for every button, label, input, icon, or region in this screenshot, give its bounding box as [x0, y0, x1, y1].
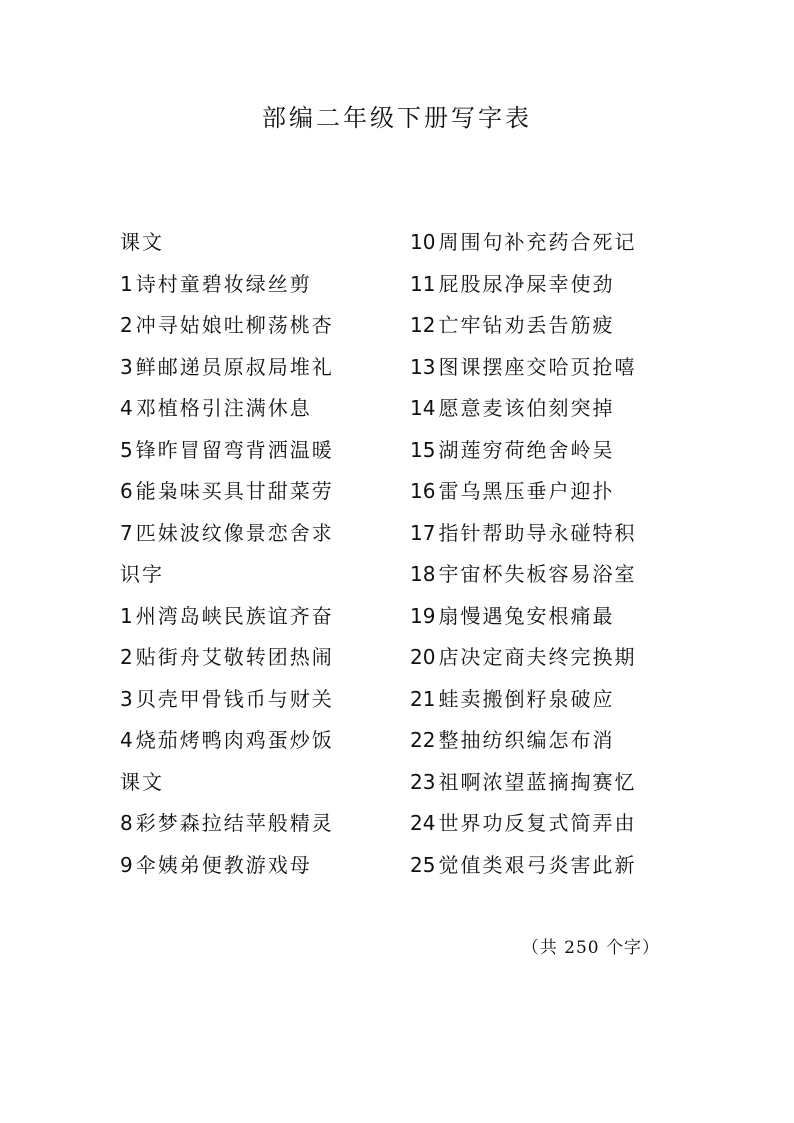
lesson-row — [410, 637, 680, 679]
lesson-characters: 彩梦森拉结苹般精灵 — [135, 811, 334, 835]
lesson-row — [410, 679, 680, 721]
lesson-number: 17 — [410, 520, 436, 545]
section-heading — [120, 222, 380, 264]
lesson-characters: 湖莲穷荷绝舍岭吴 — [438, 437, 615, 462]
lesson-number: 21 — [410, 686, 436, 711]
lesson-characters: 冲寻姑娘吐柳荡桃杏 — [135, 313, 334, 337]
lesson-characters: 锋昨冒留弯背洒温暖 — [135, 437, 334, 462]
lesson-row — [120, 637, 380, 679]
lesson-row — [410, 720, 680, 762]
lesson-characters: 诗村童碧妆绿丝剪 — [135, 271, 312, 296]
lesson-number: 10 — [410, 230, 436, 254]
lesson-number: 22 — [410, 728, 436, 752]
lesson-characters: 雷乌黑压垂户迎扑 — [438, 479, 615, 503]
lesson-characters: 邓植格引注满休息 — [135, 396, 312, 420]
lesson-number: 13 — [410, 354, 436, 379]
lesson-characters: 蛙卖搬倒籽泉破应 — [438, 686, 615, 711]
lesson-number: 6 — [120, 479, 133, 503]
section-label: 识字 — [120, 562, 164, 586]
lesson-row — [120, 430, 380, 472]
lesson-number: 20 — [410, 645, 436, 669]
lesson-number: 8 — [120, 811, 133, 835]
lesson-row — [410, 388, 680, 430]
lesson-number: 3 — [120, 686, 133, 711]
lesson-number: 1 — [120, 271, 133, 296]
lesson-number: 9 — [120, 852, 133, 877]
lesson-characters: 鲜邮递员原叔局堆礼 — [135, 354, 334, 379]
lesson-row — [120, 845, 380, 887]
lesson-row — [120, 720, 380, 762]
lesson-number: 19 — [410, 603, 436, 628]
lesson-number: 4 — [120, 396, 133, 420]
lesson-number: 15 — [410, 437, 436, 462]
lesson-row — [120, 679, 380, 721]
lesson-row — [410, 347, 680, 389]
lesson-characters: 觉值类艰弓炎害此新 — [438, 852, 637, 877]
lesson-row — [410, 430, 680, 472]
lesson-characters: 能枭味买具甘甜菜劳 — [135, 479, 334, 503]
lesson-characters: 亡牢钻劝丢告筋疲 — [438, 313, 615, 337]
lesson-number: 11 — [410, 271, 436, 296]
lesson-row — [410, 513, 680, 555]
right-column — [410, 222, 680, 886]
lesson-row — [410, 305, 680, 347]
section-heading — [120, 554, 380, 596]
lesson-row — [410, 596, 680, 638]
lesson-number: 16 — [410, 479, 436, 503]
lesson-characters: 整抽纺织编怎布消 — [438, 728, 615, 752]
lesson-characters: 扇慢遇兔安根痛最 — [438, 603, 615, 628]
lesson-characters: 匹妹波纹像景恋舍求 — [135, 520, 334, 545]
lesson-number: 25 — [410, 852, 436, 877]
lesson-row — [120, 513, 380, 555]
lesson-characters: 祖啊浓望蓝摘掏赛忆 — [438, 769, 637, 794]
section-label: 课文 — [120, 769, 164, 794]
lesson-row — [410, 554, 680, 596]
lesson-number: 7 — [120, 520, 133, 545]
lesson-row — [410, 471, 680, 513]
lesson-row — [410, 803, 680, 845]
lesson-row — [410, 264, 680, 306]
lesson-characters: 世界功反复式简弄由 — [438, 811, 637, 835]
total-count: （共 250 个字） — [521, 938, 660, 958]
lesson-number: 2 — [120, 313, 133, 337]
section-heading — [120, 762, 380, 804]
lesson-row — [120, 596, 380, 638]
lesson-characters: 愿意麦该伯刻突掉 — [438, 396, 615, 420]
lesson-characters: 州湾岛峡民族谊齐奋 — [135, 603, 334, 628]
lesson-number: 24 — [410, 811, 436, 835]
lesson-number: 3 — [120, 354, 133, 379]
lesson-characters: 贴街舟艾敬转团热闹 — [135, 645, 334, 669]
lesson-number: 4 — [120, 728, 133, 752]
lesson-characters: 指针帮助导永碰特积 — [438, 520, 637, 545]
lesson-row — [120, 388, 380, 430]
lesson-number: 23 — [410, 769, 436, 794]
lesson-row — [120, 347, 380, 389]
lesson-number: 2 — [120, 645, 133, 669]
lesson-number: 14 — [410, 396, 436, 420]
lesson-characters: 贝壳甲骨钱币与财关 — [135, 686, 334, 711]
lesson-characters: 店决定商夫终完换期 — [438, 645, 637, 669]
lesson-number: 18 — [410, 562, 436, 586]
lesson-characters: 屁股尿净屎幸使劲 — [438, 271, 615, 296]
lesson-row — [120, 305, 380, 347]
lesson-row — [410, 222, 680, 264]
lesson-characters: 周围句补充药合死记 — [438, 230, 637, 254]
lesson-characters: 伞姨弟便教游戏母 — [135, 852, 312, 877]
lesson-row — [410, 762, 680, 804]
left-column — [120, 222, 380, 886]
lesson-number: 1 — [120, 603, 133, 628]
page-title: 部编二年级下册写字表 — [262, 104, 532, 132]
lesson-number: 5 — [120, 437, 133, 462]
lesson-characters: 图课摆座交哈页抢嘻 — [438, 354, 637, 379]
lesson-row — [120, 471, 380, 513]
lesson-characters: 宇宙杯失板容易浴室 — [438, 562, 637, 586]
lesson-characters: 烧茄烤鸭肉鸡蛋炒饭 — [135, 728, 334, 752]
lesson-row — [410, 845, 680, 887]
lesson-row — [120, 803, 380, 845]
section-label: 课文 — [120, 230, 164, 254]
lesson-row — [120, 264, 380, 306]
lesson-number: 12 — [410, 313, 436, 337]
